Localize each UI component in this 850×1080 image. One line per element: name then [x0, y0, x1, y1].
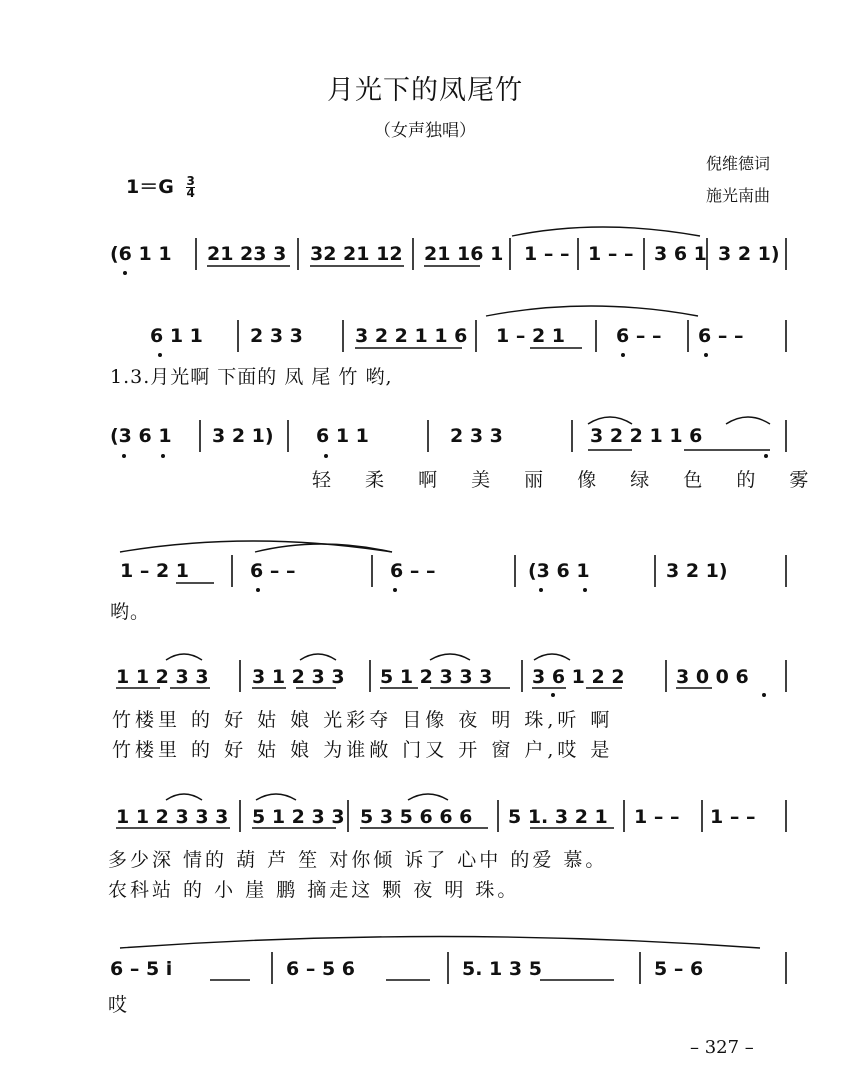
lyric-verse-2: 农科站 的 小 崖 鹏 摘走这 颗 夜 明 珠。 — [108, 879, 520, 901]
measure: 6 1 1 — [150, 325, 203, 347]
measure: (6 1 1 — [110, 243, 172, 265]
song-title: 月光下的凤尾竹 — [327, 75, 523, 106]
song-subtitle: （女声独唱） — [374, 121, 476, 141]
octave-dots — [122, 271, 768, 697]
measure: 1 – – — [588, 243, 634, 265]
measure: 21 23 3 — [207, 243, 287, 265]
measure: (3 6 1 — [110, 425, 172, 447]
lyric-verse-1: 竹楼里 的 好 姑 娘 光彩夺 目像 夜 明 珠,听 啊 — [112, 709, 614, 731]
measure: 32 21 12 — [310, 243, 403, 265]
measure: 2 3 3 — [450, 425, 503, 447]
measure: 3 6 1 2 2 — [532, 666, 625, 688]
lyric-line: 1.3.月光啊 下面的 凤 尾 竹 哟, — [110, 366, 393, 388]
measure: 5 1 2 3 3 — [252, 806, 345, 828]
measure: 3 6 1 — [654, 243, 707, 265]
composer-credit: 施光南曲 — [706, 186, 771, 205]
measure: 3 2 2 1 1 6 — [355, 325, 468, 347]
measure: 3 2 1) — [666, 560, 728, 582]
page-number: – 327 – — [690, 1037, 754, 1058]
measure: 6 – 5 i — [110, 958, 173, 980]
measure: 5 – 6 — [654, 958, 704, 980]
measure: 5 1 2 3 3 3 — [380, 666, 493, 688]
key-signature: 1＝G $\frac{3}{4}$ — [126, 174, 195, 200]
measure: 6 – – — [390, 560, 436, 582]
measure: 1 – – — [524, 243, 570, 265]
measure: 5 3 5 6 6 6 — [360, 806, 473, 828]
lyricist-credit: 倪维德词 — [706, 154, 771, 173]
lyric-verse-2: 竹楼里 的 好 姑 娘 为谁敞 门又 开 窗 户,哎 是 — [112, 739, 614, 761]
beam-lines — [116, 266, 770, 980]
measure: 2 3 3 — [250, 325, 303, 347]
lyric-line: 轻 柔 啊 美 丽 像 绿 色 的 雾 — [312, 469, 823, 491]
measure: 6 1 1 — [316, 425, 369, 447]
lyric-line: 哟。 — [110, 601, 151, 623]
measure: 3 1 2 3 3 — [252, 666, 345, 688]
measure: 1 1 2 3 3 3 — [116, 806, 229, 828]
measure: 6 – – — [698, 325, 744, 347]
measure: 3 2 1) — [718, 243, 780, 265]
measure: 3 0 0 6 — [676, 666, 749, 688]
measure: 21 16 1 — [424, 243, 504, 265]
measure: 6 – 5 6 — [286, 958, 356, 980]
measure: 1 – – — [634, 806, 680, 828]
time-signature: $\frac{3}{4}$ — [186, 174, 195, 200]
measure: 3 2 2 1 1 6 — [590, 425, 703, 447]
measure: 5. 1 3 5 — [462, 958, 542, 980]
measure: 1 – 2 1 — [496, 325, 566, 347]
slurs — [120, 227, 770, 948]
measure: 5 1. 3 2 1 — [508, 806, 608, 828]
measure: 6 – – — [250, 560, 296, 582]
bar-lines — [196, 238, 786, 984]
measure: (3 6 1 — [528, 560, 590, 582]
lyric-verse-1: 多少深 情的 葫 芦 笙 对你倾 诉了 心中 的爱 慕。 — [108, 849, 608, 871]
measure: 1 1 2 3 3 — [116, 666, 209, 688]
measure: 3 2 1) — [212, 425, 274, 447]
measure: 1 – – — [710, 806, 756, 828]
measure: 1 – 2 1 — [120, 560, 190, 582]
lyric-line: 哎 — [108, 994, 128, 1016]
measure: 6 – – — [616, 325, 662, 347]
